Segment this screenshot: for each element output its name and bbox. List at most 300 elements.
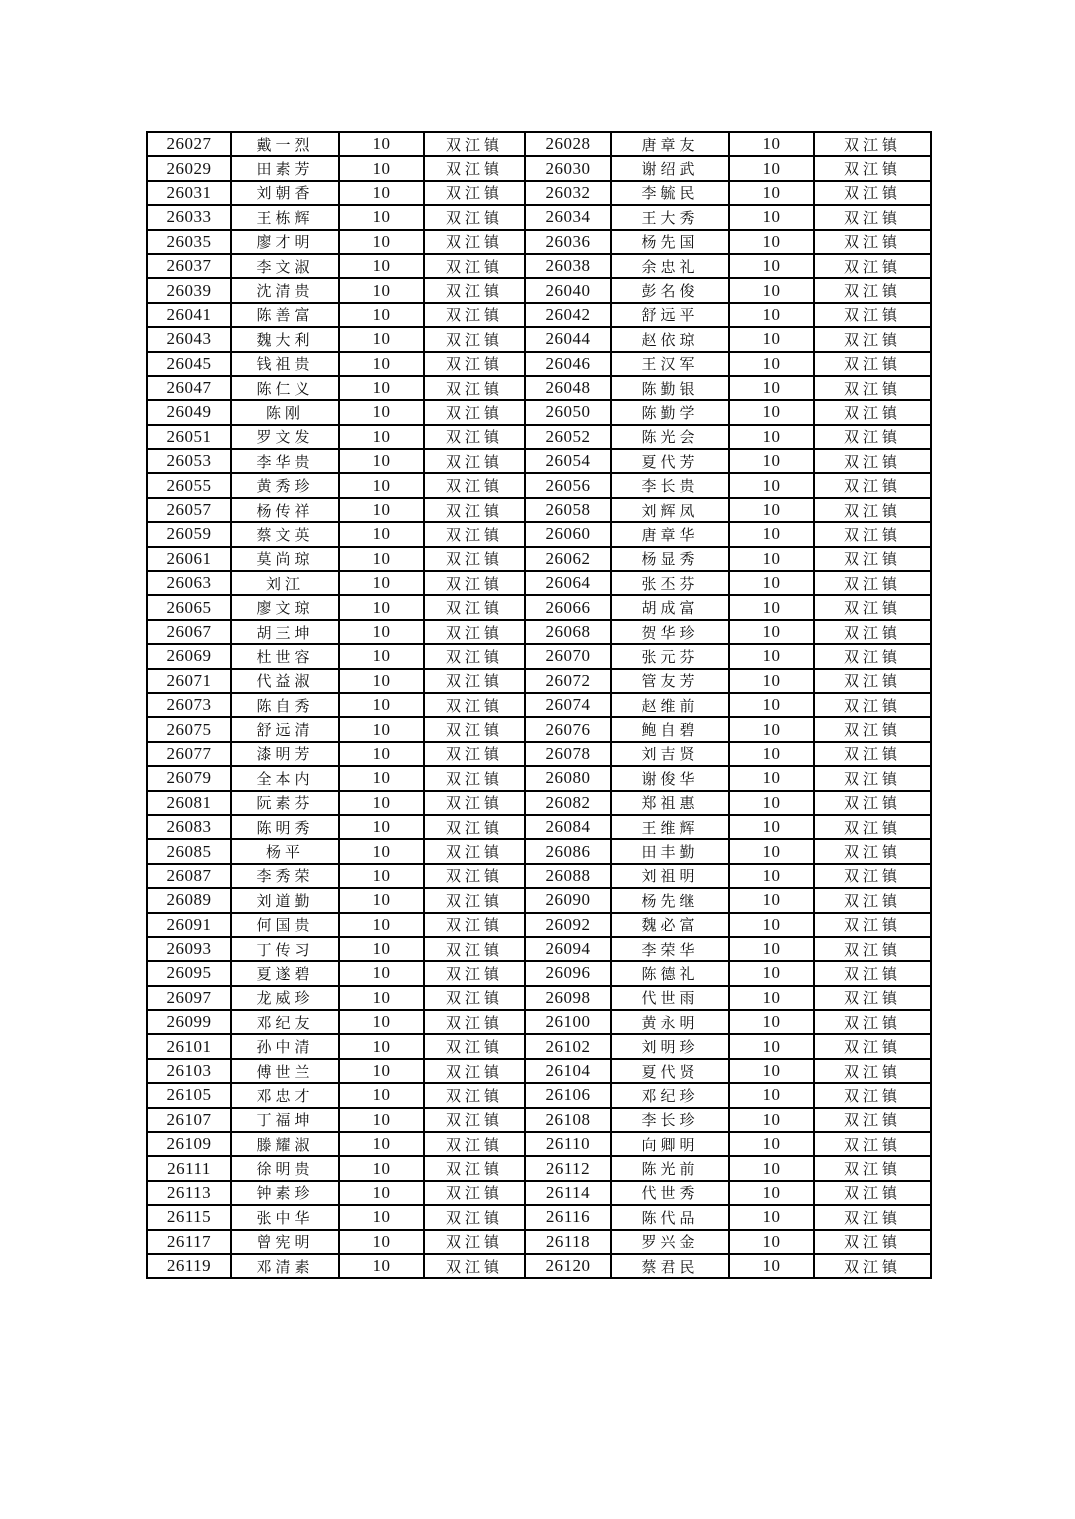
id-cell: 26076: [525, 717, 611, 741]
name-cell: 唐章友: [611, 132, 729, 156]
id-cell: 26084: [525, 815, 611, 839]
id-cell: 26062: [525, 547, 611, 571]
amount-cell: 10: [729, 791, 814, 815]
name-cell: 廖文琼: [231, 595, 339, 619]
town-cell: 双江镇: [424, 132, 525, 156]
table-row: [147, 230, 931, 254]
name-cell: 孙中清: [231, 1034, 339, 1058]
amount-cell: 10: [729, 303, 814, 327]
town-cell: 双江镇: [424, 1083, 525, 1107]
town-cell: 双江镇: [814, 1132, 931, 1156]
amount-cell: 10: [339, 1059, 424, 1083]
town-cell: 双江镇: [424, 181, 525, 205]
amount-cell: 10: [729, 1083, 814, 1107]
name-cell: 陈勤学: [611, 400, 729, 424]
name-cell: 魏必富: [611, 913, 729, 937]
id-cell: 26056: [525, 473, 611, 497]
town-cell: 双江镇: [424, 1010, 525, 1034]
id-cell: 26055: [147, 473, 231, 497]
town-cell: 双江镇: [424, 498, 525, 522]
id-cell: 26104: [525, 1059, 611, 1083]
id-cell: 26046: [525, 352, 611, 376]
id-cell: 26097: [147, 986, 231, 1010]
town-cell: 双江镇: [424, 376, 525, 400]
table-row: [147, 1230, 931, 1254]
town-cell: 双江镇: [814, 1181, 931, 1205]
name-cell: 李长珍: [611, 1108, 729, 1132]
name-cell: 张元芬: [611, 644, 729, 668]
name-cell: 张丕芬: [611, 571, 729, 595]
table-row: [147, 522, 931, 546]
name-cell: 杜世容: [231, 644, 339, 668]
table-row: [147, 1059, 931, 1083]
town-cell: 双江镇: [424, 352, 525, 376]
table-row: [147, 352, 931, 376]
name-cell: 杨先国: [611, 230, 729, 254]
town-cell: 双江镇: [814, 961, 931, 985]
id-cell: 26111: [147, 1156, 231, 1180]
name-cell: 黄秀珍: [231, 473, 339, 497]
table-row: [147, 498, 931, 522]
amount-cell: 10: [729, 230, 814, 254]
name-cell: 刘明珍: [611, 1034, 729, 1058]
name-cell: 邓纪友: [231, 1010, 339, 1034]
amount-cell: 10: [729, 1156, 814, 1180]
name-cell: 舒远清: [231, 717, 339, 741]
town-cell: 双江镇: [814, 1059, 931, 1083]
name-cell: 赵依琼: [611, 327, 729, 351]
name-cell: 邓忠才: [231, 1083, 339, 1107]
id-cell: 26039: [147, 278, 231, 302]
amount-cell: 10: [339, 1034, 424, 1058]
name-cell: 邓清素: [231, 1254, 339, 1278]
town-cell: 双江镇: [424, 1205, 525, 1229]
name-cell: 鲍自碧: [611, 717, 729, 741]
table-row: [147, 547, 931, 571]
amount-cell: 10: [339, 181, 424, 205]
amount-cell: 10: [729, 644, 814, 668]
name-cell: 贺华珍: [611, 620, 729, 644]
id-cell: 26096: [525, 961, 611, 985]
town-cell: 双江镇: [424, 400, 525, 424]
table-row: [147, 986, 931, 1010]
amount-cell: 10: [339, 571, 424, 595]
town-cell: 双江镇: [424, 1108, 525, 1132]
table-row: [147, 1083, 931, 1107]
table-row: [147, 425, 931, 449]
amount-cell: 10: [729, 766, 814, 790]
amount-cell: 10: [729, 473, 814, 497]
table-row: [147, 742, 931, 766]
table-row: [147, 156, 931, 180]
town-cell: 双江镇: [424, 1034, 525, 1058]
amount-cell: 10: [339, 986, 424, 1010]
town-cell: 双江镇: [814, 327, 931, 351]
id-cell: 26102: [525, 1034, 611, 1058]
table-row: [147, 1156, 931, 1180]
table-row: [147, 888, 931, 912]
amount-cell: 10: [729, 132, 814, 156]
town-cell: 双江镇: [814, 1034, 931, 1058]
town-cell: 双江镇: [424, 864, 525, 888]
id-cell: 26043: [147, 327, 231, 351]
town-cell: 双江镇: [814, 473, 931, 497]
id-cell: 26095: [147, 961, 231, 985]
id-cell: 26074: [525, 693, 611, 717]
id-cell: 26061: [147, 547, 231, 571]
name-cell: 曾宪明: [231, 1230, 339, 1254]
id-cell: 26075: [147, 717, 231, 741]
table-row: [147, 839, 931, 863]
town-cell: 双江镇: [424, 547, 525, 571]
amount-cell: 10: [339, 693, 424, 717]
amount-cell: 10: [339, 595, 424, 619]
table-row: [147, 449, 931, 473]
id-cell: 26069: [147, 644, 231, 668]
town-cell: 双江镇: [424, 644, 525, 668]
table-row: [147, 669, 931, 693]
name-cell: 胡成富: [611, 595, 729, 619]
town-cell: 双江镇: [424, 717, 525, 741]
id-cell: 26029: [147, 156, 231, 180]
amount-cell: 10: [729, 400, 814, 424]
name-cell: 杨先继: [611, 888, 729, 912]
amount-cell: 10: [339, 1230, 424, 1254]
amount-cell: 10: [339, 961, 424, 985]
id-cell: 26079: [147, 766, 231, 790]
table-row: [147, 864, 931, 888]
name-cell: 何国贵: [231, 913, 339, 937]
town-cell: 双江镇: [424, 254, 525, 278]
amount-cell: 10: [729, 547, 814, 571]
town-cell: 双江镇: [814, 717, 931, 741]
table-row: [147, 132, 931, 156]
id-cell: 26077: [147, 742, 231, 766]
town-cell: 双江镇: [814, 230, 931, 254]
id-cell: 26033: [147, 205, 231, 229]
name-cell: 丁传习: [231, 937, 339, 961]
amount-cell: 10: [729, 1059, 814, 1083]
roster-table: [146, 131, 932, 1279]
name-cell: 王栋辉: [231, 205, 339, 229]
id-cell: 26112: [525, 1156, 611, 1180]
name-cell: 陈光会: [611, 425, 729, 449]
amount-cell: 10: [339, 498, 424, 522]
amount-cell: 10: [729, 254, 814, 278]
table-row: [147, 815, 931, 839]
town-cell: 双江镇: [814, 352, 931, 376]
name-cell: 郑祖惠: [611, 791, 729, 815]
amount-cell: 10: [729, 693, 814, 717]
town-cell: 双江镇: [814, 669, 931, 693]
amount-cell: 10: [729, 327, 814, 351]
town-cell: 双江镇: [424, 571, 525, 595]
amount-cell: 10: [339, 620, 424, 644]
table-row: [147, 571, 931, 595]
id-cell: 26045: [147, 352, 231, 376]
amount-cell: 10: [339, 1181, 424, 1205]
amount-cell: 10: [729, 425, 814, 449]
name-cell: 李华贵: [231, 449, 339, 473]
amount-cell: 10: [339, 864, 424, 888]
id-cell: 26093: [147, 937, 231, 961]
id-cell: 26036: [525, 230, 611, 254]
id-cell: 26054: [525, 449, 611, 473]
town-cell: 双江镇: [424, 693, 525, 717]
town-cell: 双江镇: [814, 449, 931, 473]
town-cell: 双江镇: [814, 815, 931, 839]
id-cell: 26113: [147, 1181, 231, 1205]
amount-cell: 10: [339, 376, 424, 400]
name-cell: 黄永明: [611, 1010, 729, 1034]
town-cell: 双江镇: [814, 522, 931, 546]
name-cell: 彭名俊: [611, 278, 729, 302]
id-cell: 26049: [147, 400, 231, 424]
name-cell: 魏大利: [231, 327, 339, 351]
amount-cell: 10: [339, 254, 424, 278]
amount-cell: 10: [729, 498, 814, 522]
name-cell: 谢绍武: [611, 156, 729, 180]
name-cell: 陈德礼: [611, 961, 729, 985]
town-cell: 双江镇: [424, 888, 525, 912]
table-row: [147, 376, 931, 400]
id-cell: 26114: [525, 1181, 611, 1205]
id-cell: 26037: [147, 254, 231, 278]
town-cell: 双江镇: [814, 839, 931, 863]
name-cell: 罗兴金: [611, 1230, 729, 1254]
name-cell: 陈代品: [611, 1205, 729, 1229]
name-cell: 夏代贤: [611, 1059, 729, 1083]
town-cell: 双江镇: [424, 937, 525, 961]
amount-cell: 10: [729, 1181, 814, 1205]
amount-cell: 10: [339, 815, 424, 839]
amount-cell: 10: [729, 1132, 814, 1156]
town-cell: 双江镇: [814, 986, 931, 1010]
name-cell: 陈勤银: [611, 376, 729, 400]
town-cell: 双江镇: [424, 522, 525, 546]
town-cell: 双江镇: [424, 961, 525, 985]
id-cell: 26098: [525, 986, 611, 1010]
id-cell: 26058: [525, 498, 611, 522]
name-cell: 漆明芳: [231, 742, 339, 766]
id-cell: 26118: [525, 1230, 611, 1254]
id-cell: 26119: [147, 1254, 231, 1278]
name-cell: 戴一烈: [231, 132, 339, 156]
amount-cell: 10: [729, 937, 814, 961]
amount-cell: 10: [729, 839, 814, 863]
name-cell: 李荣华: [611, 937, 729, 961]
id-cell: 26072: [525, 669, 611, 693]
id-cell: 26078: [525, 742, 611, 766]
amount-cell: 10: [729, 1010, 814, 1034]
amount-cell: 10: [339, 937, 424, 961]
town-cell: 双江镇: [814, 498, 931, 522]
table-row: [147, 595, 931, 619]
id-cell: 26053: [147, 449, 231, 473]
amount-cell: 10: [729, 205, 814, 229]
name-cell: 邓纪珍: [611, 1083, 729, 1107]
amount-cell: 10: [339, 327, 424, 351]
town-cell: 双江镇: [814, 1254, 931, 1278]
table-row: [147, 913, 931, 937]
name-cell: 丁福坤: [231, 1108, 339, 1132]
name-cell: 陈明秀: [231, 815, 339, 839]
table-row: [147, 473, 931, 497]
amount-cell: 10: [729, 449, 814, 473]
table-row: [147, 254, 931, 278]
table-row: [147, 181, 931, 205]
name-cell: 蔡文英: [231, 522, 339, 546]
town-cell: 双江镇: [814, 864, 931, 888]
amount-cell: 10: [339, 522, 424, 546]
town-cell: 双江镇: [814, 742, 931, 766]
table-row: [147, 620, 931, 644]
amount-cell: 10: [339, 230, 424, 254]
amount-cell: 10: [729, 815, 814, 839]
name-cell: 刘辉凤: [611, 498, 729, 522]
id-cell: 26048: [525, 376, 611, 400]
amount-cell: 10: [339, 400, 424, 424]
id-cell: 26031: [147, 181, 231, 205]
amount-cell: 10: [729, 1254, 814, 1278]
name-cell: 刘祖明: [611, 864, 729, 888]
town-cell: 双江镇: [814, 620, 931, 644]
id-cell: 26067: [147, 620, 231, 644]
amount-cell: 10: [729, 669, 814, 693]
name-cell: 陈光前: [611, 1156, 729, 1180]
id-cell: 26050: [525, 400, 611, 424]
name-cell: 全本内: [231, 766, 339, 790]
name-cell: 刘吉贤: [611, 742, 729, 766]
name-cell: 代世雨: [611, 986, 729, 1010]
id-cell: 26032: [525, 181, 611, 205]
name-cell: 滕耀淑: [231, 1132, 339, 1156]
name-cell: 夏代芳: [611, 449, 729, 473]
id-cell: 26090: [525, 888, 611, 912]
town-cell: 双江镇: [424, 278, 525, 302]
amount-cell: 10: [339, 766, 424, 790]
town-cell: 双江镇: [814, 278, 931, 302]
amount-cell: 10: [339, 205, 424, 229]
name-cell: 莫尚琼: [231, 547, 339, 571]
town-cell: 双江镇: [424, 425, 525, 449]
table-row: [147, 205, 931, 229]
amount-cell: 10: [339, 278, 424, 302]
table-row: [147, 1181, 931, 1205]
table-row: [147, 1254, 931, 1278]
id-cell: 26059: [147, 522, 231, 546]
amount-cell: 10: [339, 1010, 424, 1034]
table-row: [147, 1034, 931, 1058]
table-row: [147, 400, 931, 424]
roster-table-body: [147, 132, 931, 1278]
town-cell: 双江镇: [814, 1205, 931, 1229]
amount-cell: 10: [729, 717, 814, 741]
name-cell: 陈仁义: [231, 376, 339, 400]
amount-cell: 10: [339, 449, 424, 473]
id-cell: 26120: [525, 1254, 611, 1278]
amount-cell: 10: [729, 181, 814, 205]
name-cell: 王汉军: [611, 352, 729, 376]
id-cell: 26094: [525, 937, 611, 961]
name-cell: 王维辉: [611, 815, 729, 839]
name-cell: 李秀荣: [231, 864, 339, 888]
table-row: [147, 717, 931, 741]
name-cell: 管友芳: [611, 669, 729, 693]
town-cell: 双江镇: [814, 791, 931, 815]
amount-cell: 10: [729, 156, 814, 180]
id-cell: 26042: [525, 303, 611, 327]
town-cell: 双江镇: [424, 839, 525, 863]
town-cell: 双江镇: [424, 620, 525, 644]
table-row: [147, 1010, 931, 1034]
amount-cell: 10: [339, 473, 424, 497]
town-cell: 双江镇: [424, 303, 525, 327]
town-cell: 双江镇: [814, 1010, 931, 1034]
name-cell: 廖才明: [231, 230, 339, 254]
name-cell: 杨显秀: [611, 547, 729, 571]
amount-cell: 10: [729, 1034, 814, 1058]
town-cell: 双江镇: [814, 205, 931, 229]
town-cell: 双江镇: [814, 571, 931, 595]
table-row: [147, 937, 931, 961]
table-row: [147, 791, 931, 815]
amount-cell: 10: [339, 1156, 424, 1180]
id-cell: 26041: [147, 303, 231, 327]
name-cell: 钱祖贵: [231, 352, 339, 376]
id-cell: 26034: [525, 205, 611, 229]
name-cell: 胡三坤: [231, 620, 339, 644]
name-cell: 钟素珍: [231, 1181, 339, 1205]
amount-cell: 10: [729, 595, 814, 619]
id-cell: 26068: [525, 620, 611, 644]
amount-cell: 10: [339, 717, 424, 741]
id-cell: 26091: [147, 913, 231, 937]
town-cell: 双江镇: [424, 1132, 525, 1156]
id-cell: 26040: [525, 278, 611, 302]
name-cell: 阮素芬: [231, 791, 339, 815]
town-cell: 双江镇: [814, 376, 931, 400]
id-cell: 26047: [147, 376, 231, 400]
id-cell: 26107: [147, 1108, 231, 1132]
amount-cell: 10: [339, 1083, 424, 1107]
amount-cell: 10: [339, 132, 424, 156]
amount-cell: 10: [339, 303, 424, 327]
amount-cell: 10: [339, 425, 424, 449]
amount-cell: 10: [339, 1254, 424, 1278]
id-cell: 26030: [525, 156, 611, 180]
id-cell: 26038: [525, 254, 611, 278]
town-cell: 双江镇: [424, 1059, 525, 1083]
town-cell: 双江镇: [424, 327, 525, 351]
name-cell: 李文淑: [231, 254, 339, 278]
id-cell: 26085: [147, 839, 231, 863]
id-cell: 26060: [525, 522, 611, 546]
amount-cell: 10: [339, 669, 424, 693]
town-cell: 双江镇: [424, 205, 525, 229]
name-cell: 代益淑: [231, 669, 339, 693]
amount-cell: 10: [339, 888, 424, 912]
town-cell: 双江镇: [814, 400, 931, 424]
name-cell: 杨传祥: [231, 498, 339, 522]
town-cell: 双江镇: [424, 473, 525, 497]
name-cell: 代世秀: [611, 1181, 729, 1205]
table-row: [147, 1132, 931, 1156]
id-cell: 26105: [147, 1083, 231, 1107]
amount-cell: 10: [729, 278, 814, 302]
id-cell: 26117: [147, 1230, 231, 1254]
id-cell: 26083: [147, 815, 231, 839]
